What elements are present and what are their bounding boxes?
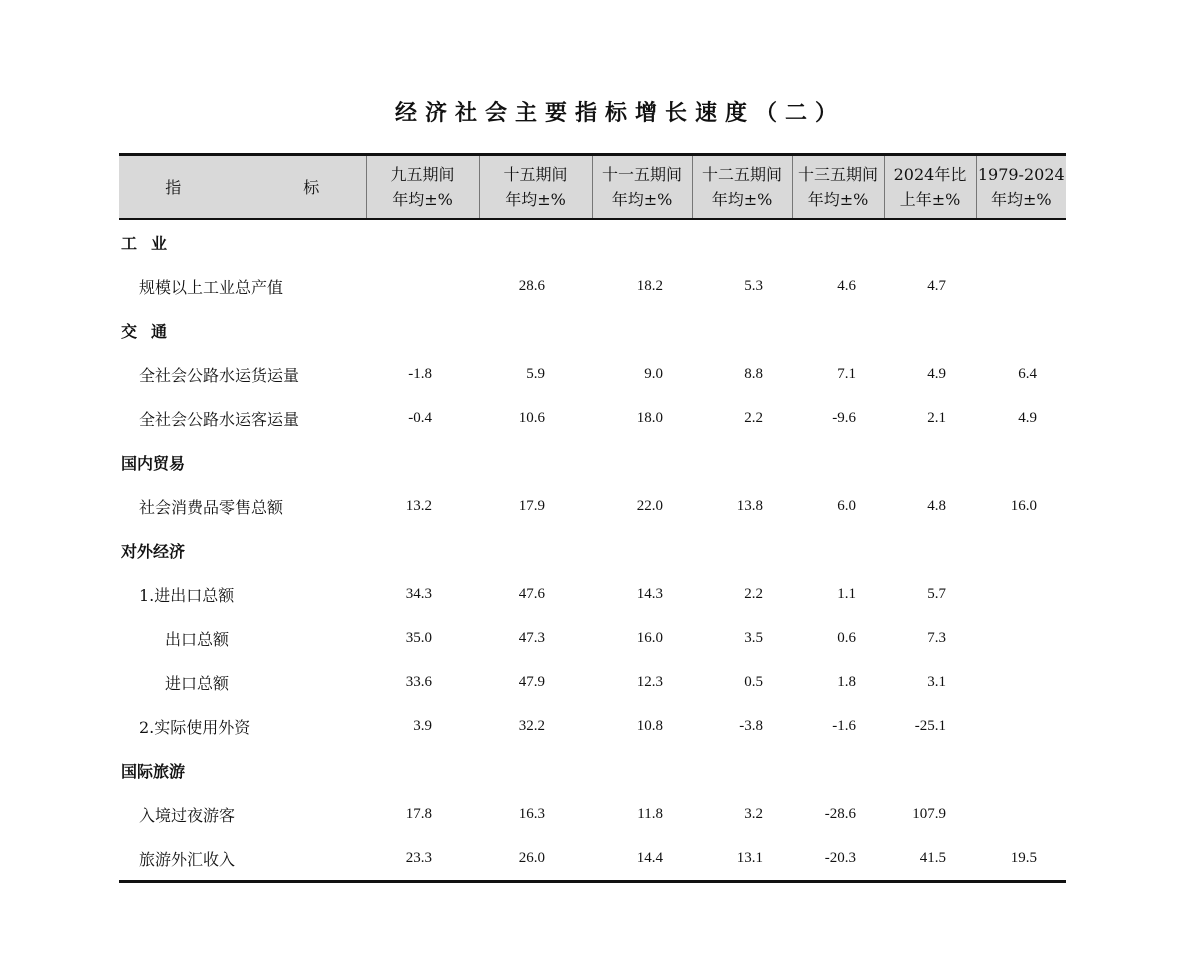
section-label: 国内贸易	[121, 453, 186, 473]
value-cell: 18.2	[636, 277, 663, 294]
value-cell: 7.3	[927, 629, 946, 646]
page-title: 经济社会主要指标增长速度（二）	[394, 101, 845, 126]
value-cell: 11.8	[637, 805, 663, 822]
value-cell: 19.5	[976, 836, 1066, 882]
value-cell: 23.3	[366, 836, 479, 882]
table-row	[119, 704, 1066, 748]
row-label: 2.实际使用外资	[139, 717, 251, 737]
row-label: 入境过夜游客	[139, 805, 236, 825]
value-cell: -25.1	[914, 717, 946, 734]
value-cell: 32.2	[518, 717, 545, 734]
value-cell: 22.0	[636, 497, 663, 514]
value-cell: 107.9	[912, 805, 946, 822]
section-header-row	[119, 219, 1066, 264]
value-cell: -28.6	[824, 805, 856, 822]
value-cell: 4.7	[927, 277, 946, 294]
row-label: 规模以上工业总产值	[139, 277, 284, 297]
value-cell: 2.1	[927, 409, 946, 426]
value-cell: -0.4	[408, 409, 432, 426]
value-cell: 3.2	[744, 805, 763, 822]
value-cell: 26.0	[479, 836, 592, 882]
value-cell: 5.9	[526, 365, 545, 382]
value-cell: 3.5	[744, 629, 763, 646]
value-cell	[976, 792, 1066, 836]
column-header-12th-five-year: 十二五期间 年均±%	[692, 155, 792, 220]
value-cell: 16.0	[1010, 497, 1037, 514]
value-cell: 33.6	[405, 673, 432, 690]
table-row	[119, 264, 1066, 308]
column-header-indicator: 指 标	[165, 177, 350, 197]
section-header-row	[119, 308, 1066, 352]
value-cell: 2.2	[744, 409, 763, 426]
value-cell: 9.0	[644, 365, 663, 382]
value-cell: 1.1	[837, 585, 856, 602]
row-label: 全社会公路水运客运量	[139, 409, 300, 429]
value-cell: 13.1	[692, 836, 792, 882]
value-cell: 34.3	[405, 585, 432, 602]
value-cell: 16.0	[636, 629, 663, 646]
section-header-row	[119, 748, 1066, 792]
section-header-row	[119, 528, 1066, 572]
column-header-10th-five-year: 十五期间 年均±%	[479, 155, 592, 220]
table-row	[119, 792, 1066, 836]
value-cell: 0.6	[837, 629, 856, 646]
value-cell: 4.9	[1018, 409, 1037, 426]
column-header-13th-five-year: 十三五期间 年均±%	[792, 155, 884, 220]
value-cell: 10.6	[518, 409, 545, 426]
value-cell: 3.9	[413, 717, 432, 734]
row-label: 1.进出口总额	[139, 585, 235, 605]
value-cell: -3.8	[739, 717, 763, 734]
value-cell: 18.0	[636, 409, 663, 426]
section-label: 交通	[121, 321, 182, 341]
value-cell: 4.8	[927, 497, 946, 514]
value-cell: 17.9	[518, 497, 545, 514]
value-cell: -20.3	[792, 836, 884, 882]
row-label: 旅游外汇收入	[119, 836, 366, 882]
stats-table-container	[119, 153, 1066, 883]
value-cell: 3.1	[927, 673, 946, 690]
value-cell	[976, 704, 1066, 748]
table-row	[119, 660, 1066, 704]
section-label: 对外经济	[121, 541, 186, 561]
table-row	[119, 616, 1066, 660]
value-cell: 41.5	[884, 836, 976, 882]
row-label: 出口总额	[165, 629, 230, 649]
value-cell: 5.7	[927, 585, 946, 602]
value-cell: 13.2	[405, 497, 432, 514]
value-cell: 0.5	[744, 673, 763, 690]
value-cell	[976, 660, 1066, 704]
column-header-11th-five-year: 十一五期间 年均±%	[592, 155, 692, 220]
table-row	[119, 836, 1066, 882]
table-row	[119, 484, 1066, 528]
value-cell: 6.0	[837, 497, 856, 514]
value-cell: 4.6	[837, 277, 856, 294]
value-cell: 6.4	[1018, 365, 1037, 382]
section-header-row	[119, 440, 1066, 484]
table-header-row	[119, 155, 1066, 220]
value-cell: 5.3	[744, 277, 763, 294]
value-cell	[976, 616, 1066, 660]
value-cell	[366, 264, 479, 308]
value-cell: 14.3	[636, 585, 663, 602]
value-cell: 35.0	[405, 629, 432, 646]
section-label: 工业	[121, 233, 182, 253]
value-cell: 28.6	[518, 277, 545, 294]
column-header-1979-2024: 1979-2024 年均±%	[976, 155, 1066, 220]
column-header-2024-vs-prior: 2024年比 上年±%	[884, 155, 976, 220]
value-cell: 14.4	[592, 836, 692, 882]
value-cell	[976, 264, 1066, 308]
table-row	[119, 396, 1066, 440]
column-header-9th-five-year: 九五期间 年均±%	[366, 155, 479, 220]
value-cell: 8.8	[744, 365, 763, 382]
value-cell: 12.3	[636, 673, 663, 690]
value-cell	[976, 572, 1066, 616]
table-row	[119, 352, 1066, 396]
value-cell: 10.8	[636, 717, 663, 734]
value-cell: 16.3	[518, 805, 545, 822]
section-label: 国际旅游	[121, 761, 186, 781]
stats-table	[119, 153, 1066, 883]
value-cell: -1.6	[832, 717, 856, 734]
row-label: 全社会公路水运货运量	[139, 365, 300, 385]
value-cell: 7.1	[837, 365, 856, 382]
value-cell: -1.8	[408, 365, 432, 382]
value-cell: 4.9	[927, 365, 946, 382]
value-cell: 47.9	[518, 673, 545, 690]
value-cell: 17.8	[405, 805, 432, 822]
value-cell: 47.3	[518, 629, 545, 646]
value-cell: 1.8	[837, 673, 856, 690]
value-cell: 47.6	[518, 585, 545, 602]
table-row	[119, 572, 1066, 616]
row-label: 进口总额	[165, 673, 230, 693]
value-cell: 2.2	[744, 585, 763, 602]
value-cell: 13.8	[736, 497, 763, 514]
table-body	[119, 219, 1066, 882]
row-label: 社会消费品零售总额	[139, 497, 284, 517]
value-cell: -9.6	[832, 409, 856, 426]
